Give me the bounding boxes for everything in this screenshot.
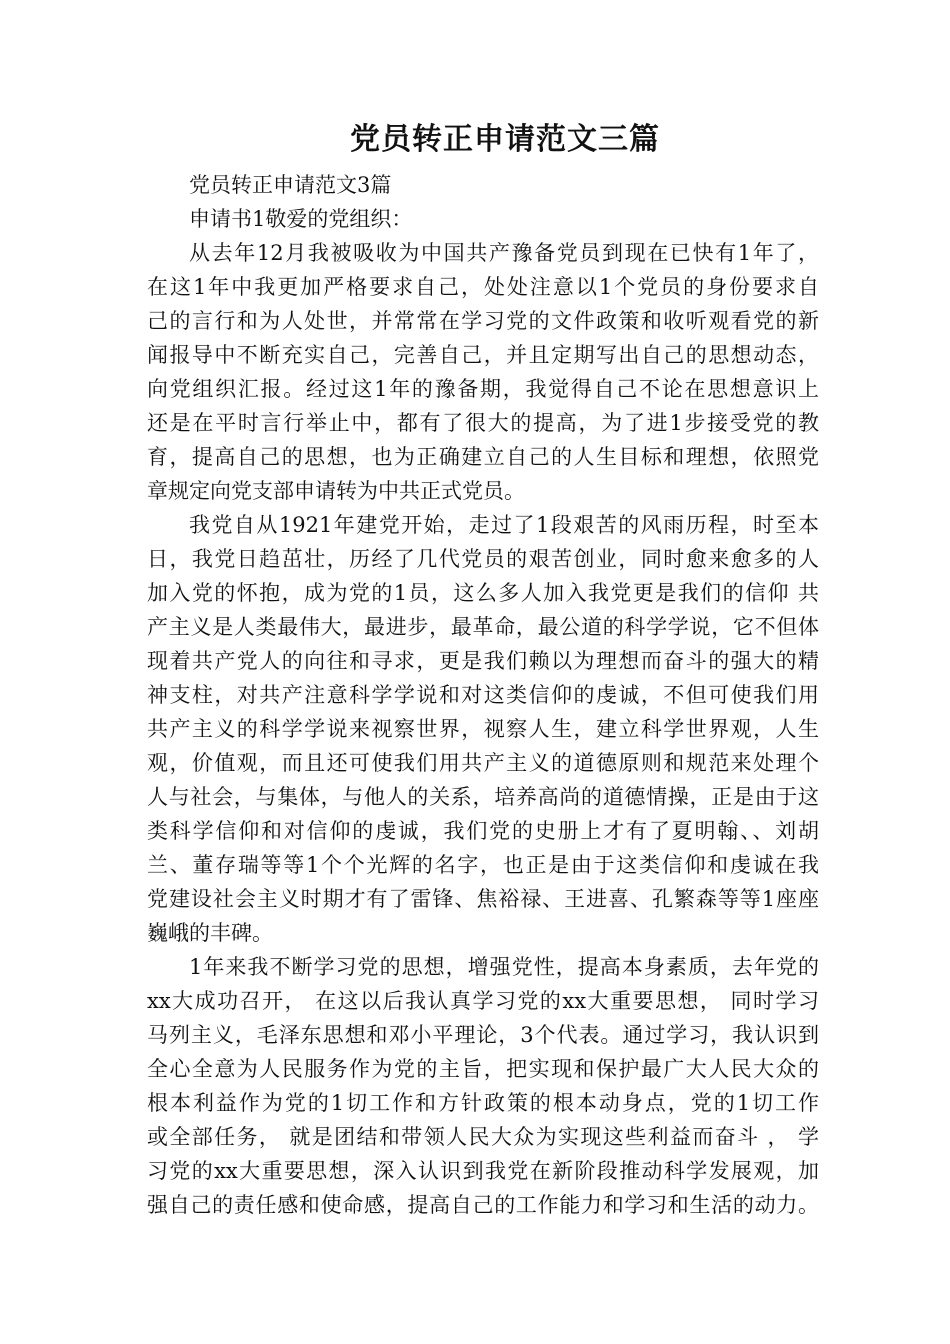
paragraph-3-line: 根本利益作为党的1切工作和方针政策的根本动身点，党的1切工作 (147, 1091, 819, 1115)
salutation-line: 申请书1敬爱的党组织： (189, 207, 413, 231)
paragraph-1-line: 在这1年中我更加严格要求自己，处处注意以1个党员的身份要求自 (147, 275, 819, 299)
paragraph-1-line: 育，提高自己的思想，也为正确建立自己的人生目标和理想，依照党 (147, 445, 819, 469)
paragraph-2-line: 共产主义的科学学说来视察世界，视察人生，建立科学世界观，人生 (147, 717, 819, 741)
paragraph-1-line: 从去年12月我被吸收为中国共产豫备党员到现在已快有1年了， (189, 241, 819, 265)
paragraph-3-line: 全心全意为人民服务作为党的主旨，把实现和保护最广大人民大众的 (147, 1057, 819, 1081)
paragraph-1-line: 还是在平时言行举止中，都有了很大的提高，为了进1步接受党的教 (147, 411, 819, 435)
paragraph-2-line: 巍峨的丰碑。 (147, 921, 273, 945)
paragraph-3-line: 1年来我不断学习党的思想，增强党性，提高本身素质，去年党的 (189, 955, 819, 979)
paragraph-1-line: 己的言行和为人处世，并常常在学习党的文件政策和收听观看党的新 (147, 309, 819, 333)
paragraph-2-line: 现着共产党人的向往和寻求，更是我们赖以为理想而奋斗的强大的精 (147, 649, 819, 673)
paragraph-2-line: 观，价值观，而且还可使我们用共产主义的道德原则和规范来处理个 (147, 751, 819, 775)
document-title: 党员转正申请范文三篇 (350, 122, 660, 157)
paragraph-2-line: 兰、董存瑞等等1个个光辉的名字，也正是由于这类信仰和虔诚在我 (147, 853, 819, 877)
paragraph-1-line: 闻报导中不断充实自己，完善自己，并且定期写出自己的思想动态， (147, 343, 819, 367)
paragraph-3-line: 或全部任务， 就是团结和带领人民大众为实现这些利益而奋斗 ， 学 (147, 1125, 819, 1149)
paragraph-2-line: 党建设社会主义时期才有了雷锋、焦裕禄、王进喜、孔繁森等等1座座 (147, 887, 819, 911)
paragraph-2-line: 神支柱，对共产注意科学学说和对这类信仰的虔诚，不但可使我们用 (147, 683, 819, 707)
paragraph-3-line: 强自己的责任感和使命感，提高自己的工作能力和学习和生活的动力。 (147, 1193, 819, 1217)
paragraph-2-line: 人与社会，与集体，与他人的关系，培养高尚的道德情操，正是由于这 (147, 785, 819, 809)
subtitle-line: 党员转正申请范文3篇 (189, 173, 392, 197)
paragraph-3-line: xx大成功召开， 在这以后我认真学习党的xx大重要思想， 同时学习 (147, 989, 819, 1013)
document-body (147, 168, 819, 1222)
paragraph-2-line: 产主义是人类最伟大，最进步，最革命，最公道的科学学说，它不但体 (147, 615, 819, 639)
paragraph-1-line: 章规定向党支部申请转为中共正式党员。 (147, 479, 525, 503)
paragraph-2-line: 加入党的怀抱，成为党的1员，这么多人加入我党更是我们的信仰 共 (147, 581, 819, 605)
paragraph-1-line: 向党组织汇报。经过这1年的豫备期，我觉得自己不论在思想意识上 (147, 377, 819, 401)
paragraph-2-line: 类科学信仰和对信仰的虔诚，我们党的史册上才有了夏明翰、、刘胡 (147, 819, 819, 843)
paragraph-2-line: 日，我党日趋茁壮，历经了几代党员的艰苦创业，同时愈来愈多的人 (147, 547, 819, 571)
paragraph-3-line: 习党的xx大重要思想，深入认识到我党在新阶段推动科学发展观，加 (147, 1159, 819, 1183)
paragraph-2-line: 我党自从1921年建党开始，走过了1段艰苦的风雨历程，时至本 (189, 513, 819, 537)
paragraph-3-line: 马列主义，毛泽东思想和邓小平理论，3个代表。通过学习，我认识到 (147, 1023, 819, 1047)
